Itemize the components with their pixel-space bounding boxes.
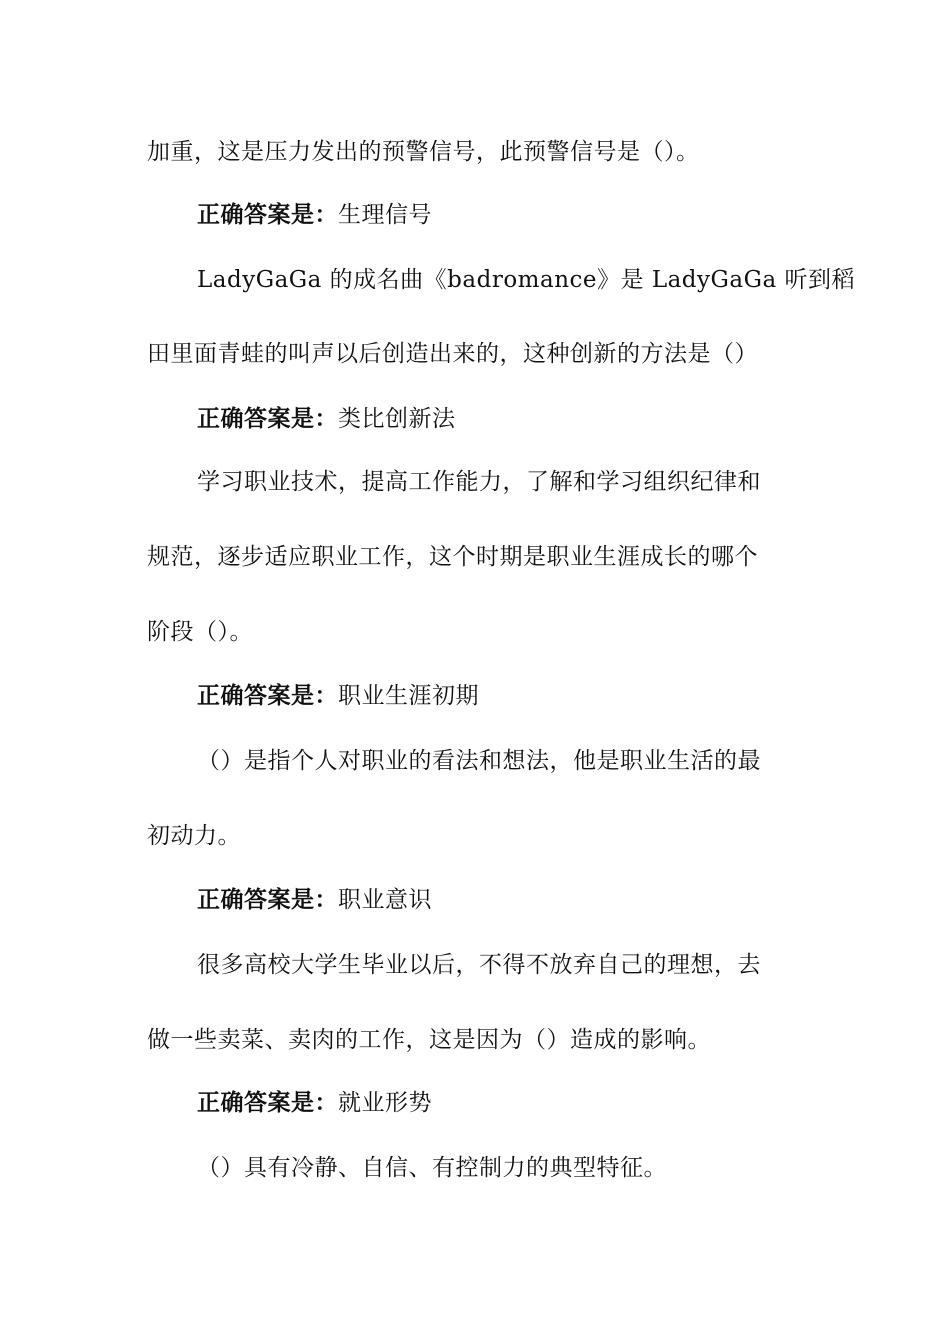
- answer-4: [197, 884, 432, 916]
- answer-text: 生理信号: [338, 202, 432, 228]
- answer-label: 正确答案是：: [197, 406, 338, 432]
- question-5-line-2: 做一些卖菜、卖肉的工作，这是因为（）造成的影响。: [147, 1027, 711, 1053]
- question-5-line-1: 很多高校大学生毕业以后，不得不放弃自己的理想，去: [197, 952, 761, 978]
- answer-label: 正确答案是：: [197, 1090, 338, 1116]
- answer-label: 正确答案是：: [197, 202, 338, 228]
- question-3-line-2: 规范，逐步适应职业工作，这个时期是职业生涯成长的哪个: [147, 544, 758, 570]
- question-3-line-3: 阶段（）。: [147, 619, 253, 645]
- answer-1: [197, 199, 432, 231]
- question-2-line-1: LadyGaGa 的成名曲《badromance》是 LadyGaGa 听到稻: [197, 267, 856, 293]
- answer-text: 职业意识: [338, 887, 432, 913]
- answer-text: 就业形势: [338, 1090, 432, 1116]
- question-3-line-1: 学习职业技术，提高工作能力，了解和学习组织纪律和: [197, 469, 761, 495]
- answer-3: [197, 680, 479, 712]
- question-4-line-2: 初动力。: [147, 823, 241, 849]
- question-2-line-2: 田里面青蛙的叫声以后创造出来的，这种创新的方法是（）: [147, 341, 758, 367]
- question-1-line-1: 加重，这是压力发出的预警信号，此预警信号是（）。: [147, 139, 700, 165]
- answer-text: 职业生涯初期: [338, 683, 479, 709]
- question-6-line-1: （）具有冷静、自信、有控制力的典型特征。: [197, 1155, 667, 1181]
- answer-2: [197, 403, 456, 435]
- answer-label: 正确答案是：: [197, 887, 338, 913]
- question-4-line-1: （）是指个人对职业的看法和想法，他是职业生活的最: [197, 748, 761, 774]
- answer-text: 类比创新法: [338, 406, 456, 432]
- answer-5: [197, 1087, 432, 1119]
- answer-label: 正确答案是：: [197, 683, 338, 709]
